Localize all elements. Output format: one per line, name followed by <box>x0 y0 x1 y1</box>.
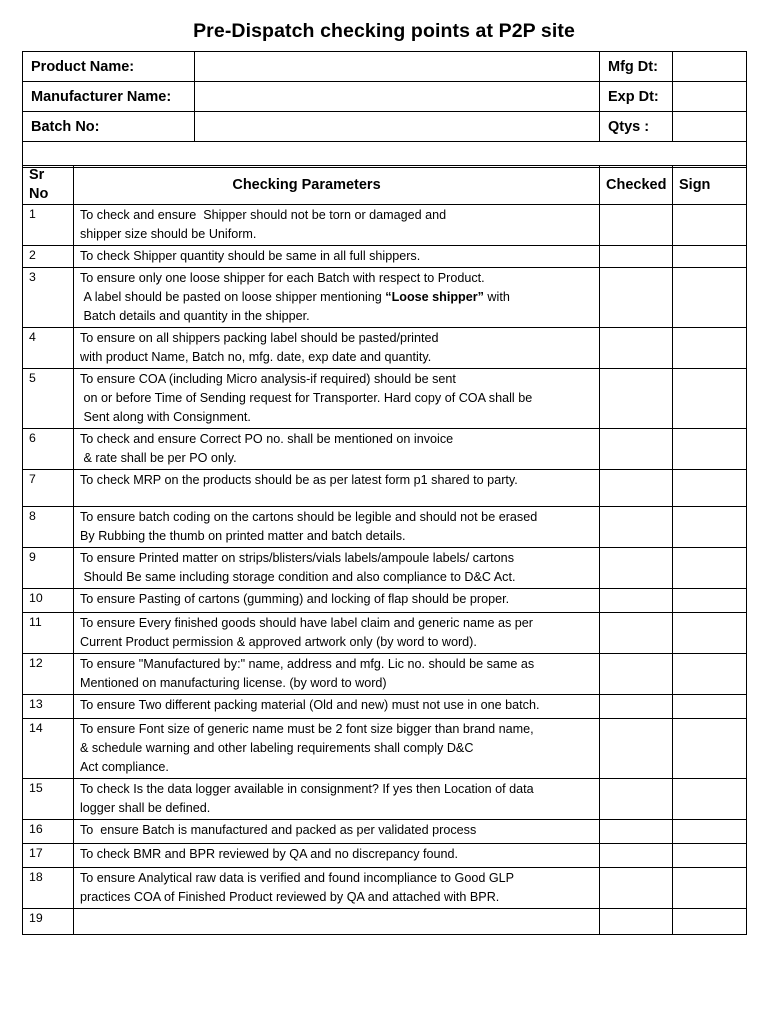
manufacturer-name-label: Manufacturer Name: <box>23 82 195 112</box>
checking-parameters-header: Checking Parameters <box>74 166 600 205</box>
parameter-text: with <box>483 290 510 304</box>
table-row <box>23 909 747 935</box>
parameter-line: Batch details and quantity in the shipper. <box>80 309 310 323</box>
checking-parameter-cell <box>74 429 600 470</box>
table-row <box>23 246 747 268</box>
parameter-line: To ensure Font size of generic name must be 2 font size bigger than brand name, <box>80 722 534 736</box>
parameter-line: By Rubbing the thumb on printed matter and batch details. <box>80 529 406 543</box>
parameter-line: To ensure on all shippers packing label should be pasted/printed <box>80 331 439 345</box>
parameter-line: To ensure Every finished goods should have label claim and generic name as per <box>80 616 533 630</box>
mfg-dt-field[interactable] <box>673 52 747 82</box>
parameter-line: practices COA of Finished Product reviewed by QA and attached with BPR. <box>80 890 500 904</box>
sign-cell[interactable] <box>673 246 747 268</box>
product-info-table <box>22 51 747 168</box>
parameter-text: A label should be pasted on loose shipper mentioning <box>80 290 386 304</box>
sr-no-cell: 10 <box>23 589 74 613</box>
checking-parameter-cell <box>74 820 600 844</box>
qtys-field[interactable] <box>673 112 747 142</box>
spacer-cell <box>23 142 747 168</box>
checked-cell[interactable] <box>600 470 673 507</box>
sign-cell[interactable] <box>673 589 747 613</box>
checking-parameter-cell <box>74 369 600 429</box>
sign-header: Sign <box>673 166 747 205</box>
checking-parameter-cell <box>74 507 600 548</box>
checked-cell[interactable] <box>600 548 673 589</box>
sign-cell[interactable] <box>673 695 747 719</box>
sr-no-cell: 14 <box>23 719 74 779</box>
checking-rows <box>23 205 747 935</box>
checking-parameter-cell <box>74 695 600 719</box>
page-title: Pre-Dispatch checking points at P2P site <box>193 20 575 42</box>
checked-cell[interactable] <box>600 429 673 470</box>
sign-cell[interactable] <box>673 719 747 779</box>
sign-cell[interactable] <box>673 613 747 654</box>
table-row <box>23 719 747 779</box>
parameter-line: To check and ensure Correct PO no. shall be mentioned on invoice <box>80 432 454 446</box>
checking-parameter-cell <box>74 719 600 779</box>
parameter-emphasis: “Loose shipper” <box>385 290 484 304</box>
sr-no-cell: 12 <box>23 654 74 695</box>
checking-parameter-cell <box>74 328 600 369</box>
table-row <box>23 328 747 369</box>
parameter-line: To ensure Batch is manufactured and packed as per validated process <box>80 823 477 837</box>
parameter-line: Sent along with Consignment. <box>80 410 251 424</box>
sign-cell[interactable] <box>673 820 747 844</box>
sign-cell[interactable] <box>673 205 747 246</box>
sr-no-cell: 11 <box>23 613 74 654</box>
checking-parameter-cell <box>74 548 600 589</box>
parameter-line: Act compliance. <box>80 760 169 774</box>
parameter-line: To check BMR and BPR reviewed by QA and no discrepancy found. <box>80 847 459 861</box>
table-header-row <box>23 166 747 205</box>
parameter-line: To ensure Two different packing material (Old and new) must not use in one batch. <box>80 698 540 712</box>
table-row <box>23 369 747 429</box>
checking-parameter-cell <box>74 205 600 246</box>
parameter-line: To check Is the data logger available in consignment? If yes then Location of data <box>80 782 534 796</box>
sr-no-header: Sr No <box>23 166 74 205</box>
sign-cell[interactable] <box>673 548 747 589</box>
sr-no-cell: 8 <box>23 507 74 548</box>
checking-parameters-table <box>22 165 747 935</box>
sr-no-cell: 6 <box>23 429 74 470</box>
sign-cell[interactable] <box>673 429 747 470</box>
checked-cell[interactable] <box>600 205 673 246</box>
sign-cell[interactable] <box>673 844 747 868</box>
checked-cell[interactable] <box>600 589 673 613</box>
exp-dt-label: Exp Dt: <box>600 82 673 112</box>
table-row <box>23 613 747 654</box>
table-row <box>23 868 747 909</box>
sr-no-cell: 19 <box>23 909 74 935</box>
parameter-line: Mentioned on manufacturing license. (by word to word) <box>80 676 387 690</box>
checking-parameter-cell <box>74 589 600 613</box>
checking-parameter-cell <box>74 779 600 820</box>
sr-no-cell: 7 <box>23 470 74 507</box>
spacer-row <box>23 142 747 168</box>
parameter-line: Current Product permission & approved artwork only (by word to word). <box>80 635 477 649</box>
parameter-line: & rate shall be per PO only. <box>80 451 237 465</box>
checking-parameter-cell <box>74 654 600 695</box>
table-row <box>23 507 747 548</box>
parameter-line: To check Shipper quantity should be same in all full shippers. <box>80 249 421 263</box>
checked-cell[interactable] <box>600 654 673 695</box>
sr-no-cell: 9 <box>23 548 74 589</box>
checked-header: Checked <box>600 166 673 205</box>
checking-parameter-cell <box>74 844 600 868</box>
sr-no-cell: 2 <box>23 246 74 268</box>
checking-parameter-cell <box>74 613 600 654</box>
table-row <box>23 654 747 695</box>
sign-cell[interactable] <box>673 868 747 909</box>
parameter-line <box>80 288 593 307</box>
product-name-row <box>23 52 747 82</box>
batch-no-row <box>23 112 747 142</box>
checked-cell[interactable] <box>600 779 673 820</box>
parameter-line: To ensure Printed matter on strips/blisters/vials labels/ampoule labels/ cartons <box>80 551 514 565</box>
table-row <box>23 695 747 719</box>
checked-cell[interactable] <box>600 820 673 844</box>
checked-cell[interactable] <box>600 613 673 654</box>
parameter-line: on or before Time of Sending request for Transporter. Hard copy of COA shall be <box>80 391 533 405</box>
sign-cell[interactable] <box>673 507 747 548</box>
sign-cell[interactable] <box>673 909 747 935</box>
sr-no-cell: 16 <box>23 820 74 844</box>
checked-cell[interactable] <box>600 844 673 868</box>
checked-cell[interactable] <box>600 369 673 429</box>
checking-parameter-cell <box>74 868 600 909</box>
qtys-label: Qtys : <box>600 112 673 142</box>
table-row <box>23 844 747 868</box>
sr-no-cell: 5 <box>23 369 74 429</box>
sign-cell[interactable] <box>673 654 747 695</box>
table-row <box>23 779 747 820</box>
parameter-line: To check and ensure Shipper should not be torn or damaged and <box>80 208 447 222</box>
table-row <box>23 268 747 328</box>
checking-parameter-cell <box>74 909 600 935</box>
batch-no-field[interactable] <box>195 112 600 142</box>
table-row <box>23 470 747 507</box>
parameter-line: logger shall be defined. <box>80 801 211 815</box>
sr-no-cell: 18 <box>23 868 74 909</box>
table-row <box>23 548 747 589</box>
checked-cell[interactable] <box>600 268 673 328</box>
sr-no-cell: 3 <box>23 268 74 328</box>
parameter-line: To ensure COA (including Micro analysis-if required) should be sent <box>80 372 456 386</box>
checking-parameter-cell <box>74 470 600 507</box>
parameter-line: To check MRP on the products should be as per latest form p1 shared to party. <box>80 473 518 487</box>
sign-cell[interactable] <box>673 328 747 369</box>
batch-no-label: Batch No: <box>23 112 195 142</box>
parameter-line: & schedule warning and other labeling requirements shall comply D&C <box>80 741 474 755</box>
sr-no-cell: 1 <box>23 205 74 246</box>
checking-parameter-cell <box>74 268 600 328</box>
checking-parameter-cell <box>74 246 600 268</box>
checked-cell[interactable] <box>600 719 673 779</box>
parameter-line: To ensure "Manufactured by:" name, address and mfg. Lic no. should be same as <box>80 657 535 671</box>
manufacturer-name-row <box>23 82 747 112</box>
table-row <box>23 589 747 613</box>
checked-cell[interactable] <box>600 695 673 719</box>
checked-cell[interactable] <box>600 868 673 909</box>
sign-cell[interactable] <box>673 470 747 507</box>
checked-cell[interactable] <box>600 328 673 369</box>
parameter-line: To ensure only one loose shipper for each Batch with respect to Product. <box>80 271 485 285</box>
parameter-line: Should Be same including storage condition and also compliance to D&C Act. <box>80 570 516 584</box>
product-name-field[interactable] <box>195 52 600 82</box>
parameter-line: To ensure batch coding on the cartons should be legible and should not be erased <box>80 510 538 524</box>
table-row <box>23 429 747 470</box>
parameter-line: with product Name, Batch no, mfg. date, exp date and quantity. <box>80 350 432 364</box>
product-name-label: Product Name: <box>23 52 195 82</box>
sign-cell[interactable] <box>673 369 747 429</box>
parameter-line: To ensure Analytical raw data is verified and found incompliance to Good GLP <box>80 871 515 885</box>
sr-no-cell: 15 <box>23 779 74 820</box>
checked-cell[interactable] <box>600 909 673 935</box>
parameter-line: To ensure Pasting of cartons (gumming) and locking of flap should be proper. <box>80 592 510 606</box>
parameter-line: shipper size should be Uniform. <box>80 227 257 241</box>
manufacturer-name-field[interactable] <box>195 82 600 112</box>
sign-cell[interactable] <box>673 268 747 328</box>
mfg-dt-label: Mfg Dt: <box>600 52 673 82</box>
table-row <box>23 205 747 246</box>
exp-dt-field[interactable] <box>673 82 747 112</box>
sr-no-cell: 4 <box>23 328 74 369</box>
sr-no-cell: 13 <box>23 695 74 719</box>
sign-cell[interactable] <box>673 779 747 820</box>
sr-no-cell: 17 <box>23 844 74 868</box>
checked-cell[interactable] <box>600 507 673 548</box>
checked-cell[interactable] <box>600 246 673 268</box>
table-row <box>23 820 747 844</box>
